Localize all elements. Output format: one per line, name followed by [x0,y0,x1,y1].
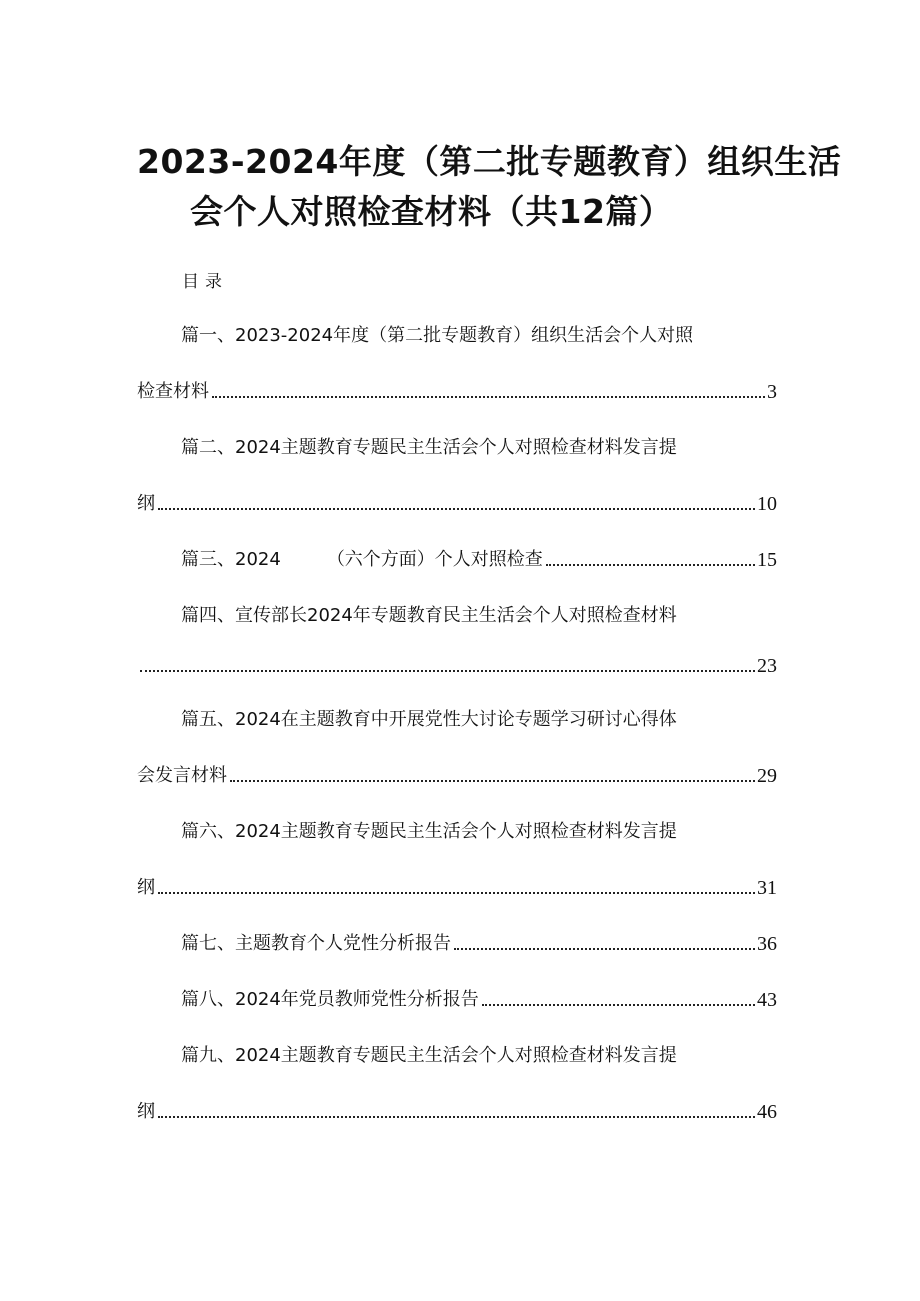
toc-page-number: 3 [767,381,777,403]
dot-leader [454,948,755,950]
toc-entry-text: 检查材料 [137,381,209,402]
toc-entry-text: 篇七、主题教育个人党性分析报告 [181,933,451,954]
toc-page-number: 36 [757,933,777,955]
toc-entry-text: 篇八、2024年党员教师党性分析报告 [181,989,479,1010]
toc-page-number: 23 [757,655,777,677]
dot-leader [212,396,765,398]
dot-leader [158,1116,755,1118]
toc-heading: 目录 [182,272,228,292]
dot-leader [482,1004,755,1006]
toc-entry-text: 纲 [137,877,155,898]
toc-entry-text: 篇五、2024在主题教育中开展党性大讨论专题学习研讨心得体 [181,709,677,730]
dot-leader [546,564,755,566]
dot-leader [158,892,755,894]
document-title-line-1: 2023-2024年度（第二批专题教育）组织生活 [137,142,842,181]
toc-entry-text: 篇二、2024主题教育专题民主生活会个人对照检查材料发言提 [181,437,677,458]
toc-entry-text: 纲 [137,493,155,514]
toc-entry-text: （六个方面）个人对照检查 [326,549,543,570]
toc-page-number: 10 [757,493,777,515]
toc-entry-text: 篇四、宣传部长2024年专题教育民主生活会个人对照检查材料 [181,605,677,626]
toc-entry-4-title[interactable] [137,602,777,630]
toc-page-number: 29 [757,765,777,787]
dot-leader [140,670,755,672]
toc-entry-text: 篇六、2024主题教育专题民主生活会个人对照检查材料发言提 [181,821,677,842]
toc-entry-1-continuation[interactable] [137,378,777,406]
dot-leader [158,508,755,510]
toc-entry-3[interactable] [137,546,777,574]
toc-page-number: 31 [757,877,777,899]
toc-entry-text: 会发言材料 [137,765,227,786]
toc-entry-9-title[interactable] [137,1042,777,1070]
toc-page-number: 46 [757,1101,777,1123]
toc-entry-6-title[interactable] [137,818,777,846]
document-title-line-2: 会个人对照检查材料（共12篇） [190,192,673,231]
toc-entry-2-continuation[interactable] [137,490,777,518]
toc-entry-text: 篇九、2024主题教育专题民主生活会个人对照检查材料发言提 [181,1045,677,1066]
toc-entry-8[interactable] [137,986,777,1014]
toc-entry-2-title[interactable] [137,434,777,462]
toc-entry-4-continuation[interactable] [137,652,777,680]
toc-entry-7[interactable] [137,930,777,958]
toc-entry-6-continuation[interactable] [137,874,777,902]
toc-entry-text: 纲 [137,1101,155,1122]
toc-entry-5-title[interactable] [137,706,777,734]
toc-entry-9-continuation[interactable] [137,1098,777,1126]
toc-entry-1-title[interactable] [137,322,777,350]
toc-entry-5-continuation[interactable] [137,762,777,790]
toc-page-number: 43 [757,989,777,1011]
dot-leader [230,780,755,782]
toc-entry-text: 篇一、2023-2024年度（第二批专题教育）组织生活会个人对照 [181,325,694,346]
toc-page-number: 15 [757,549,777,571]
toc-entry-prefix: 篇三、2024 [181,549,281,570]
